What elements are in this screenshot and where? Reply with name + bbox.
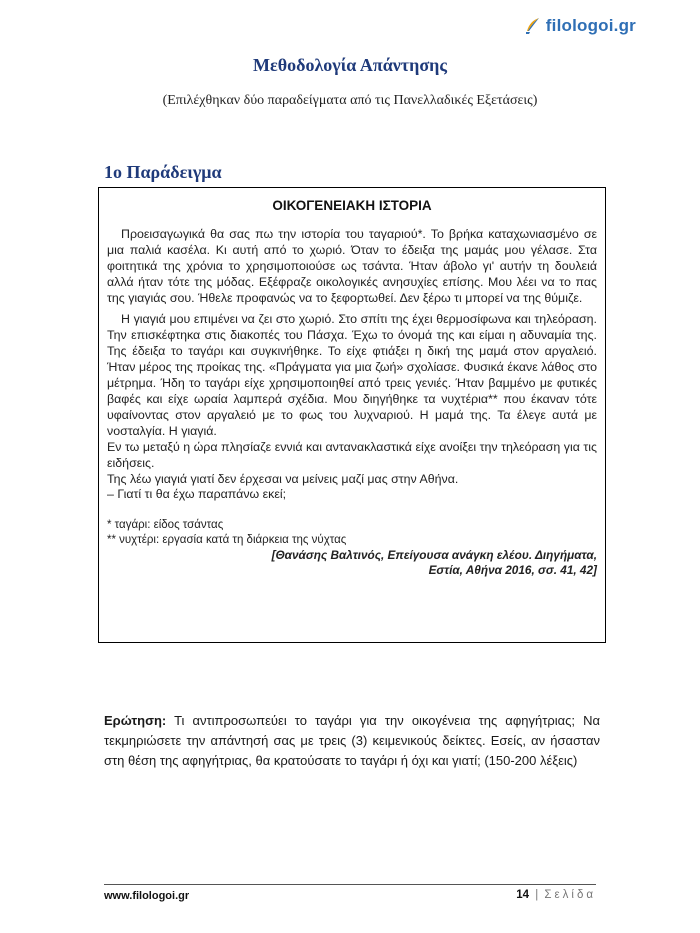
text-paragraph: Προεισαγωγικά θα σας πω την ιστορία του ταγαριού*. Το βρήκα καταχωνιασμένο σε μια παλιά κασέλα. Κι αυτή από το χωριό. Όταν το έδειξα της μαμάς μου γέλασε. Στα φοιτητικά της χρόνια το χρησιμοποιούσε ως τσάντα. Ήταν άβολο γι' αυτήν τη δουλειά αλλά ήταν τότε της μόδας. Εξέφραζε οικολογικές ανησυχίες επίσης. Μου λέει να το πας της γιαγιάς σου. Ήθελε προφανώς να το ξεφορτωθεί. Δεν ξέρω τι μπορεί να της θύμιζε.	[107, 226, 597, 305]
exam-question	[104, 711, 600, 771]
footer-divider	[104, 884, 596, 885]
literary-text-box	[98, 187, 606, 643]
text-paragraph: Η γιαγιά μου επιμένει να ζει στο χωριό. Στο σπίτι της έχει θερμοσίφωνα και τηλεόραση. Την επισκέφτηκα στις διακοπές του Πάσχα. Έχω το όνομά της και είμαι η αδυναμία της. Της έδειξα το ταγάρι και συγκινήθηκε. Το είχε φτιάξει η δική της μαμά στον αργαλειό. Ήταν μέρος της προίκας της. «Πράγματα για μια ζωή» σχολίασε. Φυσικά έκανε λάθος στο μέτρημα. Ήδη το ταγάρι είχε χρησιμοποιηθεί από τρεις γενιές. Ήταν βαμμένο με φυτικές βαφές και είχε ωραία λαμπερά σχέδια. Μου διηγήθηκε τα νυχτέρια** που έκαναν τότε υφαίνοντας στον αργαλειό με το φως του λυχναριού. Η μαμά της. Τα έλεγε αυτά με νοσταλγία. Η γιαγιά.	[107, 312, 597, 438]
page-title: Μεθοδολογία Απάντησης	[253, 55, 447, 75]
footnote: * ταγάρι: είδος τσάντας	[107, 519, 224, 532]
footer-website-link[interactable]: www.filologoi.gr	[104, 890, 190, 902]
page-separator: |	[535, 889, 539, 901]
footnote: ** νυχτέρι: εργασία κατά τη διάρκεια της νύχτας	[107, 534, 347, 547]
question-text: Τι αντιπροσωπεύει το ταγάρι για την οικογένεια της αφηγήτριας; Να τεκμηριώσετε την απάντησή σας με τρεις (3) κειμενικούς δείκτες. Εσείς, αν ήσασταν στη θέση της αφηγήτριας, θα κρατούσατε το ταγάρι ή όχι και γιατί; (150-200 λέξεις)	[104, 713, 600, 768]
footer-page-indicator	[516, 889, 596, 901]
page-word: Σελίδα	[544, 889, 596, 901]
logo-text: filologoi.gr	[545, 16, 636, 35]
source-citation-line: [Θανάσης Βαλτινός, Επείγουσα ανάγκη ελέου. Διηγήματα,	[271, 548, 597, 563]
page-subtitle: (Επιλέχθηκαν δύο παραδείγματα από τις Πανελλαδικές Εξετάσεις)	[162, 93, 538, 108]
footnotes	[107, 518, 597, 548]
source-citation-line: Εστία, Αθήνα 2016, σσ. 41, 42]	[428, 563, 597, 578]
text-dialogue-line: – Γιατί τι θα έχω παραπάνω εκεί;	[107, 487, 287, 502]
question-label: Ερώτηση:	[104, 713, 167, 728]
text-title: ΟΙΚΟΓΕΝΕΙΑΚΗ ΙΣΤΟΡΙΑ	[272, 198, 432, 213]
text-paragraph: Της λέω γιαγιά γιατί δεν έρχεσαι να μείνεις μαζί μας στην Αθήνα.	[107, 471, 459, 486]
quill-pen-icon	[523, 16, 543, 36]
page-number: 14	[516, 889, 529, 901]
section-heading: 1ο Παράδειγμα	[104, 162, 222, 182]
site-logo[interactable]	[523, 16, 636, 36]
text-paragraph: Εν τω μεταξύ η ώρα πλησίαζε εννιά και αντανακλαστικά είχε ανοίξει την τηλεόραση για τις ειδήσεις.	[107, 439, 597, 470]
